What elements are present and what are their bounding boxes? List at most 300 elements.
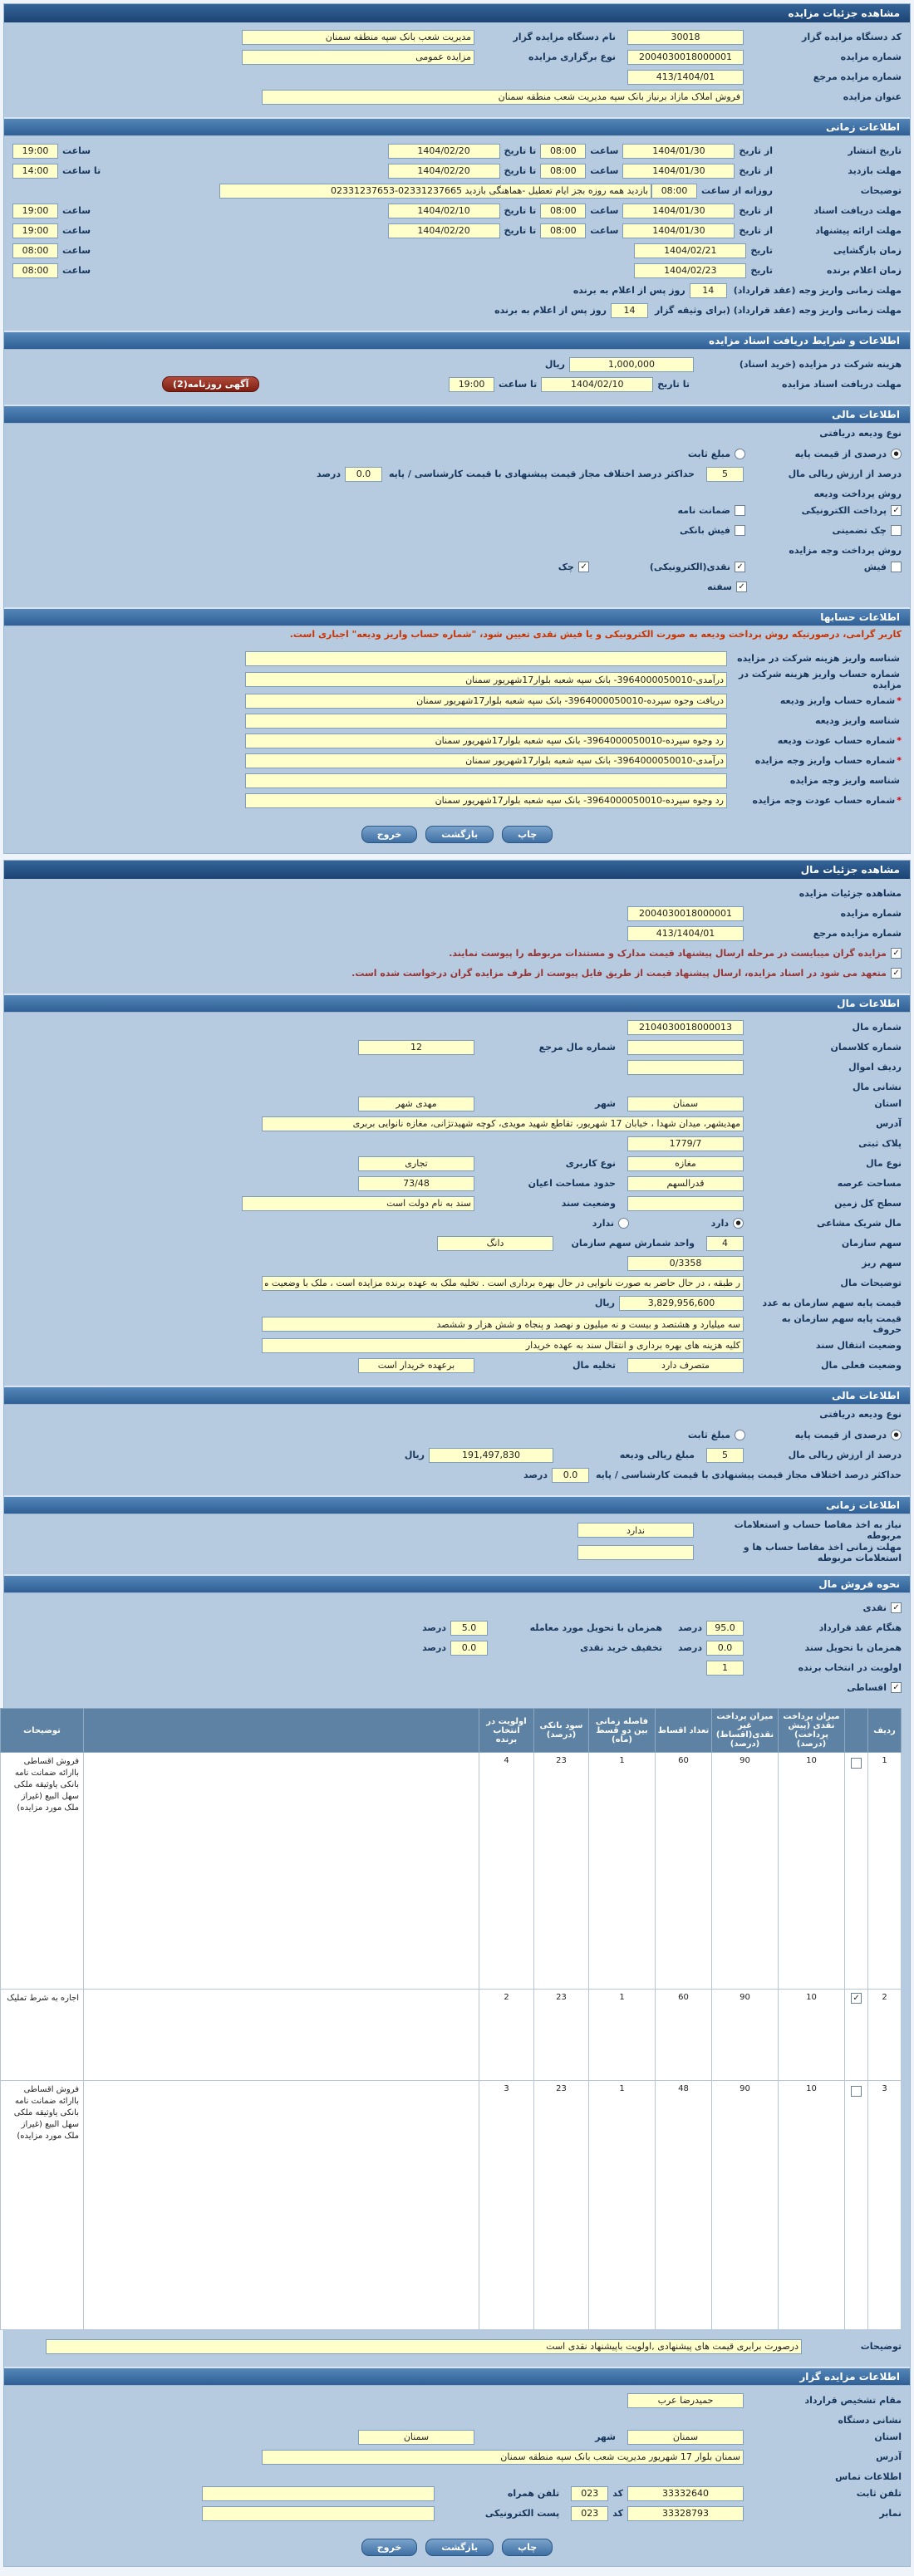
asset-row-number-label: ردیف اموال <box>848 1062 902 1072</box>
deposit-type-options <box>12 444 902 464</box>
asset-deposit-type-subheader: نوع ودیعه دریافتی <box>819 1409 902 1420</box>
installment-count-cell: 60 <box>656 1753 712 1990</box>
sale-note-label: توضیحات <box>860 2341 902 2352</box>
installment-row <box>1 1753 902 1990</box>
auction-ref-label: شماره مزایده مرجع <box>813 71 902 82</box>
agency-province-row <box>12 2427 902 2446</box>
cash-payment-cell: 10 <box>779 1990 845 2081</box>
certified-check-checkbox[interactable] <box>891 525 902 536</box>
pay-method-row-1 <box>12 557 902 577</box>
guarantee-letter-checkbox[interactable] <box>735 505 745 516</box>
clearance-deadline-field[interactable] <box>577 1545 694 1560</box>
fraction-share-row <box>12 1254 902 1273</box>
asset-info-section-header: اطلاعات مال <box>4 994 910 1013</box>
agency-address-row <box>12 2447 902 2466</box>
docs-deadline-label: مهلت دریافت اسناد <box>813 205 902 216</box>
land-area-label: مساحت عرصه <box>837 1178 902 1189</box>
asset-address-row <box>12 1114 902 1133</box>
deposit-return-account-label: *شماره حساب عودت ودیعه <box>777 735 902 746</box>
plate-number-label: پلاک ثبتی <box>858 1138 902 1149</box>
bank-slip-label: فیش بانکی <box>680 525 730 536</box>
accounts-section <box>4 644 910 817</box>
exit-button[interactable]: خروج <box>361 826 418 843</box>
installment-sale-label: اقساطی <box>847 1682 887 1693</box>
description-cell: اجاره به شرط تملیک <box>1 1990 84 2081</box>
winner-date-field[interactable] <box>634 263 746 278</box>
asset-city-field[interactable] <box>358 1097 474 1111</box>
evacuation-field[interactable] <box>358 1358 474 1373</box>
fax-row: نمابر 33328793 کد 023 پست الکترونیکی <box>12 2504 902 2523</box>
offer-from-date-field[interactable] <box>622 223 735 238</box>
fee-deposit-id-field[interactable] <box>245 651 727 666</box>
contract-percent-field[interactable] <box>706 1621 744 1636</box>
payment-deadline-field[interactable] <box>690 283 727 298</box>
visit-note-label: توضیحات <box>860 185 902 196</box>
priority-header: اولویت در انتخاب برنده <box>479 1709 534 1753</box>
asset-auction-number-field[interactable] <box>627 906 744 921</box>
asset-auction-number-label: شماره مزایده <box>840 908 902 919</box>
deposit-account-field[interactable] <box>245 694 727 709</box>
winner-announce-row: زمان اعلام برنده تاریخ 1404/02/23 ساعت 08:00 <box>12 261 902 280</box>
deposit-type-fixed-label: مبلغ ثابت <box>687 449 730 459</box>
current-status-row <box>12 1356 902 1375</box>
docs-from-time-field[interactable] <box>540 204 586 218</box>
auction-number-label: شماره مزایده <box>840 52 902 62</box>
back-button[interactable]: بازگشت <box>425 826 494 843</box>
asset-auction-ref-field[interactable] <box>627 926 744 941</box>
installment-count-cell: 48 <box>656 2081 712 2330</box>
pay-method-subheader: روش پرداخت وجه مزایده <box>789 545 902 556</box>
max-diff-field[interactable] <box>345 467 382 482</box>
usage-type-label: نوع کاربری <box>565 1158 616 1169</box>
asset-number-field[interactable] <box>627 1020 744 1035</box>
participation-fee-row: هزینه شرکت در مزایده (خرید اسناد) 1,000,000 ریال <box>12 355 902 374</box>
docs-receive-to-time-field[interactable] <box>449 377 494 392</box>
auction-ref-row <box>12 67 902 86</box>
deposit-percent-field[interactable] <box>706 467 744 482</box>
docs-from-date-field[interactable] <box>622 204 735 218</box>
offer-from-time-field[interactable] <box>540 223 586 238</box>
mobile-field[interactable] <box>202 2486 435 2501</box>
deed-status-field[interactable] <box>242 1196 474 1211</box>
empty-cell <box>84 2081 479 2330</box>
docs-to-date-field[interactable] <box>388 204 500 218</box>
joint-owner-yes-label: دارد <box>710 1218 729 1229</box>
account-row <box>12 649 902 668</box>
promissory-note-label: سفته <box>707 581 732 592</box>
asset-finance-section-header: اطلاعات مالی <box>4 1386 910 1405</box>
asset-description-label: توضیحات مال <box>840 1278 902 1288</box>
opening-date-field[interactable] <box>634 243 746 258</box>
authority-field[interactable] <box>627 2393 744 2408</box>
row-number-cell: 2 <box>868 1990 902 2081</box>
asset-auction-number-row <box>12 904 902 923</box>
asset-info-section <box>4 1013 910 1382</box>
opening-time-field[interactable] <box>12 243 58 258</box>
installment-gap-cell: 1 <box>589 1753 656 1990</box>
visit-note-row: توضیحات روزانه از ساعت 08:00 بازدید همه روزه بجز ایام تعطیل -هماهنگی بازدید 02331237665-02331237653 <box>12 181 902 200</box>
payment-deadline-row: مهلت زمانی واریز وجه (عقد قرارداد) 14 روز پس از اعلام به برنده <box>12 281 902 300</box>
base-price-number-row: قیمت پایه سهم سازمان به عدد 3,829,956,600 ریال <box>12 1293 902 1313</box>
agency-name-field[interactable] <box>242 30 474 45</box>
attachment-note-checkbox-2[interactable]: ✓ <box>891 968 902 979</box>
base-price-number-label: قیمت پایه سهم سازمان به عدد <box>762 1298 902 1308</box>
cash-electronic-label: نقدی(الکترونیکی) <box>649 562 730 572</box>
deposit-id-label: شناسه واریز ودیعه <box>815 715 900 726</box>
cash-sale-checkbox[interactable]: ✓ <box>891 1602 902 1613</box>
promissory-note-checkbox[interactable]: ✓ <box>736 581 747 592</box>
auction-type-label: نوع برگزاری مزایده <box>528 52 616 62</box>
slip-checkbox[interactable] <box>891 562 902 572</box>
time-section-header: اطلاعات زمانی <box>4 117 910 136</box>
fax-label: نمابر <box>879 2508 902 2519</box>
back-button[interactable]: بازگشت <box>425 2539 494 2556</box>
visit-note-field[interactable] <box>219 184 651 199</box>
installment-gap-header: فاصله زمانی بین دو قسط (ماه) <box>589 1709 656 1753</box>
asset-time-section <box>4 1514 910 1571</box>
guarantee-letter-label: ضمانت نامه <box>677 505 730 516</box>
agency-code-field[interactable] <box>627 30 744 45</box>
clearance-need-field[interactable] <box>577 1523 694 1538</box>
fraction-share-field[interactable] <box>627 1256 744 1271</box>
select-header <box>845 1709 868 1753</box>
asset-auction-ref-row <box>12 924 902 943</box>
clearance-need-row <box>12 1519 902 1541</box>
description-cell: فروش اقساطی باارائه ضمانت نامه بانکی یاوثیقه ملکی سهل البیع (غیراز ملک مورد مزایده) <box>1 2081 84 2330</box>
deposit-type-percent-radio[interactable]: ● <box>891 449 902 459</box>
asset-max-diff-field[interactable] <box>552 1468 589 1483</box>
asset-details-panel <box>3 860 911 2567</box>
asset-deposit-type-percent-radio[interactable]: ● <box>891 1430 902 1440</box>
attachment-note-2: متعهد می شود در اسناد مزایده، ارسال پیشنهاد قیمت از طریق فایل پیوست از طرف مزایده گران درخواست شده است. <box>351 968 887 979</box>
joint-owner-label: مال شریک مشاعی <box>817 1218 902 1229</box>
installment-gap-cell: 1 <box>589 2081 656 2330</box>
authority-row <box>12 2391 902 2410</box>
winner-priority-row <box>12 1658 902 1677</box>
asset-deposit-type-options <box>12 1425 902 1445</box>
cash-electronic-checkbox[interactable]: ✓ <box>735 562 745 572</box>
auction-details-panel <box>3 3 911 854</box>
payment-deadline-guarantor-row: مهلت زمانی واریز وجه (عقد قرارداد) (برای وثیقه گزار 14 روز پس از اعلام به برنده <box>12 301 902 320</box>
asset-row-number-row <box>12 1057 902 1077</box>
winner-priority-field[interactable] <box>706 1661 744 1676</box>
installment-row <box>1 1990 902 2081</box>
base-price-words-row <box>12 1313 902 1335</box>
agency-city-label: شهر <box>595 2431 616 2442</box>
publish-label: تاریخ انتشار <box>848 145 902 156</box>
agency-address-label: آدرس <box>876 2451 902 2462</box>
print-button[interactable]: چاپ <box>502 826 553 843</box>
deed-delivery-percent-field[interactable] <box>706 1641 744 1656</box>
contact-subheader: اطلاعات تماس <box>835 2471 902 2482</box>
attachment-note-1: مزایده گران میبایست در مرحله ارسال پیشنهاد قیمت مدارک و مستندات مربوطه را پیوست نمایند. <box>449 948 887 959</box>
account-row <box>12 669 902 690</box>
pay-method-row-2 <box>12 577 902 596</box>
email-field[interactable] <box>202 2506 435 2521</box>
auction-title-field[interactable] <box>262 90 744 105</box>
asset-number-label: شماره مال <box>852 1022 902 1033</box>
deposit-percent-label: درصد از ارزش ریالی مال <box>788 469 902 479</box>
base-price-words-label: قیمت پایه سهم سازمان به حروف <box>781 1313 902 1335</box>
docs-receive-to-date-field[interactable] <box>541 377 653 392</box>
asset-page-title: مشاهده جزئیات مال <box>4 861 910 879</box>
fax-field[interactable] <box>627 2506 744 2521</box>
accounts-warning: کاربر گرامی، درصورتیکه روش پرداخت ودیعه به صورت الکترونیکی و یا فیش نقدی تعیین شود، "شماره حساب واریز ودیعه" اجباری است. <box>289 629 902 640</box>
asset-deposit-type-fixed-label: مبلغ ثابت <box>687 1430 730 1440</box>
cash-discount-label: تخفیف خرید نقدی <box>580 1642 663 1653</box>
asset-deposit-type-fixed-radio[interactable] <box>735 1430 745 1440</box>
org-share-row <box>12 1234 902 1253</box>
asset-type-label: نوع مال <box>866 1158 902 1169</box>
docs-receive-deadline-row: مهلت دریافت اسناد مزایده تا تاریخ 1404/02/10 تا ساعت 19:00 آگهی روزنامه(2) <box>12 375 902 394</box>
account-row <box>12 711 902 730</box>
asset-row-number-field[interactable] <box>627 1060 744 1075</box>
description-header: توضیحات <box>1 1709 84 1753</box>
fee-deposit-id-label: شناسه واریز هزینه شرکت در مزایده <box>737 653 900 664</box>
installment-row <box>1 2081 902 2330</box>
visit-from-time-field[interactable] <box>540 164 586 179</box>
check-checkbox[interactable]: ✓ <box>578 562 589 572</box>
auction-details-link[interactable]: مشاهده جزئیات مزایده <box>799 888 902 899</box>
clearance-need-label: نیاز به اخذ مفاصا حساب و استعلامات مربوطه <box>734 1519 902 1541</box>
joint-owner-yes-radio[interactable]: ● <box>733 1218 744 1229</box>
sale-note-row <box>12 2337 902 2356</box>
visit-from-date-field[interactable] <box>622 164 735 179</box>
priority-cell: 4 <box>479 1753 534 1990</box>
bank-interest-header: سود بانکی (درصد) <box>534 1709 589 1753</box>
usage-type-field[interactable] <box>358 1156 474 1171</box>
agency-address-field[interactable] <box>262 2450 744 2465</box>
electronic-payment-checkbox[interactable]: ✓ <box>891 505 902 516</box>
check-label: چک <box>558 562 574 572</box>
joint-owner-row <box>12 1214 902 1233</box>
docs-receive-deadline-label: مهلت دریافت اسناد مزایده <box>781 379 902 390</box>
agency-city-field[interactable] <box>358 2430 474 2445</box>
print-button[interactable]: چاپ <box>502 2539 553 2556</box>
electronic-payment-label: پرداخت الکترونیکی <box>801 505 887 516</box>
empty-cell <box>84 1990 479 2081</box>
deposit-type-percent-label: درصدی از قیمت پایه <box>794 449 887 459</box>
docs-section <box>4 350 910 401</box>
asset-auction-ref-label: شماره مزایده مرجع <box>813 928 902 939</box>
agency-code-row <box>12 27 902 47</box>
delivery-percent-field[interactable] <box>450 1621 488 1636</box>
noncash-payment-cell: 90 <box>712 1990 779 2081</box>
deed-transfer-row <box>12 1336 902 1355</box>
clearance-deadline-row <box>12 1542 902 1563</box>
offer-deadline-label: مهلت ارائه پیشنهاد <box>815 225 902 236</box>
deed-delivery-percent-label: همزمان با تحویل سند <box>804 1642 902 1653</box>
agency-province-field[interactable] <box>627 2430 744 2445</box>
deed-delivery-percent-row: همزمان با تحویل سند 0.0 درصد تخفیف خرید نقدی 0.0 درصد <box>12 1638 902 1657</box>
contract-percent-label: هنگام عقد قرارداد <box>818 1622 902 1633</box>
asset-finance-section <box>4 1420 910 1492</box>
asset-deposit-percent-field[interactable] <box>706 1448 744 1463</box>
visit-daily-time-field[interactable] <box>651 184 697 199</box>
row-number-header: ردیف <box>868 1709 902 1753</box>
winner-priority-label: اولویت در انتخاب برنده <box>798 1662 902 1673</box>
deposit-type-subheader: نوع ودیعه دریافتی <box>819 428 902 439</box>
land-area-row <box>12 1174 902 1193</box>
auction-type-field[interactable] <box>242 50 474 65</box>
priority-cell: 3 <box>479 2081 534 2330</box>
deposit-method-row-2 <box>12 521 902 540</box>
ref-asset-number-label: شماره مال مرجع <box>538 1042 616 1052</box>
deposit-amount-field[interactable] <box>429 1448 553 1463</box>
agency-province-label: استان <box>874 2431 902 2442</box>
publish-to-date-field[interactable] <box>388 144 500 159</box>
account-row <box>12 751 902 770</box>
exit-button[interactable]: خروج <box>361 2539 418 2556</box>
cash-sale-row <box>12 1598 902 1617</box>
row-number-cell: 3 <box>868 2081 902 2330</box>
auction-number-field[interactable] <box>627 50 744 65</box>
asset-description-field[interactable] <box>262 1276 744 1291</box>
deposit-amount-label: مبلغ ریالی ودیعه <box>619 1450 695 1460</box>
class-number-label: شماره کلاسمان <box>830 1042 902 1052</box>
fax-code-field[interactable] <box>571 2506 608 2521</box>
asset-deposit-percent-label: درصد از ارزش ریالی مال <box>788 1450 902 1460</box>
org-share-field[interactable] <box>706 1236 744 1251</box>
asset-type-row <box>12 1154 902 1173</box>
land-area-field[interactable] <box>627 1176 744 1191</box>
total-land-field[interactable] <box>627 1196 744 1211</box>
slip-label: فیش <box>863 562 887 572</box>
class-number-field[interactable] <box>627 1040 744 1055</box>
finance-section <box>4 439 910 604</box>
visit-to-date-field[interactable] <box>388 164 500 179</box>
phone-field[interactable] <box>627 2486 744 2501</box>
spacer-header <box>84 1709 479 1753</box>
description-cell: فروش اقساطی باارائه ضمانت نامه بانکی یاوثیقه ملکی سهل البیع (غیراز ملک مورد مزایده) <box>1 1753 84 1990</box>
sale-note-section <box>4 2332 910 2363</box>
mobile-label: تلفن همراه <box>507 2488 560 2499</box>
base-price-number-field[interactable] <box>619 1296 744 1311</box>
time-section <box>4 136 910 327</box>
attachment-note-row-2 <box>12 964 902 983</box>
publish-to-time-field[interactable] <box>12 144 58 159</box>
publish-from-date-field[interactable] <box>622 144 735 159</box>
publish-from-time-field[interactable] <box>540 144 586 159</box>
bank-slip-checkbox[interactable] <box>735 525 745 536</box>
attachment-note-checkbox-1[interactable]: ✓ <box>891 948 902 959</box>
building-area-label: حدود مساحت اعیان <box>528 1178 616 1189</box>
current-status-field[interactable] <box>627 1358 744 1373</box>
auction-pay-account-label: *شماره حساب واریز وجه مزایده <box>754 755 902 766</box>
asset-header-section <box>4 879 910 990</box>
auction-pay-id-field[interactable] <box>245 773 727 788</box>
asset-address-subheader: نشانی مال <box>852 1082 902 1092</box>
row-select-checkbox[interactable]: ✓ <box>851 1993 862 2004</box>
joint-owner-no-radio[interactable] <box>618 1218 629 1229</box>
asset-address-field[interactable] <box>262 1116 744 1131</box>
phone-row: تلفن ثابت 33332640 کد 023 تلفن همراه <box>12 2484 902 2503</box>
deposit-method-subheader: روش پرداخت ودیعه <box>813 488 902 499</box>
building-area-field[interactable] <box>358 1176 474 1191</box>
offer-to-time-field[interactable] <box>12 223 58 238</box>
auction-title-label: عنوان مزایده <box>843 91 902 102</box>
max-diff-label: حداکثر درصد اختلاف مجاز قیمت پیشنهادی با قیمت کارشناسی / پایه <box>389 469 695 479</box>
deposit-id-field[interactable] <box>245 714 727 729</box>
installment-count-header: تعداد اقساط <box>656 1709 712 1753</box>
delivery-percent-label: همزمان با تحویل مورد معامله <box>529 1622 663 1633</box>
publish-date-row: تاریخ انتشار از تاریخ 1404/01/30 ساعت 08:00 تا تاریخ 1404/02/20 ساعت 19:00 <box>12 141 902 160</box>
share-unit-field[interactable] <box>437 1236 553 1251</box>
deposit-method-row-1 <box>12 501 902 520</box>
ref-asset-number-field[interactable] <box>358 1040 474 1055</box>
auction-pay-return-account-field[interactable] <box>245 793 727 808</box>
visit-label: مهلت بازدید <box>848 165 902 176</box>
row-select-checkbox[interactable] <box>851 2086 862 2097</box>
bank-interest-cell: 23 <box>534 1753 589 1990</box>
participation-fee-field[interactable] <box>569 357 694 372</box>
offer-to-date-field[interactable] <box>388 223 500 238</box>
payment-deadline-guarantor-field[interactable] <box>611 303 648 318</box>
installment-table-header-row <box>1 1709 902 1753</box>
phone-code-field[interactable] <box>571 2486 608 2501</box>
account-row <box>12 791 902 810</box>
contract-percent-row: هنگام عقد قرارداد 95.0 درصد همزمان با تحویل مورد معامله 5.0 درصد <box>12 1618 902 1637</box>
bank-interest-cell: 23 <box>534 2081 589 2330</box>
installment-count-cell: 60 <box>656 1990 712 2081</box>
email-label: پست الکترونیکی <box>484 2508 560 2519</box>
base-price-words-field[interactable] <box>262 1317 744 1332</box>
auction-pay-account-field[interactable] <box>245 753 727 768</box>
agency-address-subheader: نشانی دستگاه <box>838 2415 902 2426</box>
participation-fee-label: هزینه شرکت در مزایده (خرید اسناد) <box>739 359 902 370</box>
docs-to-time-field[interactable] <box>12 204 58 218</box>
visit-to-time-field[interactable] <box>12 164 58 179</box>
deed-status-label: وضعیت سند <box>561 1198 616 1209</box>
deposit-percent-row: درصد از ارزش ریالی مال 5 حداکثر درصد اختلاف مجاز قیمت پیشنهادی با قیمت کارشناسی / پایه 0.0 درصد <box>12 464 902 483</box>
asset-province-field[interactable] <box>627 1097 744 1111</box>
winner-time-field[interactable] <box>12 263 58 278</box>
account-row <box>12 691 902 710</box>
row-select-checkbox[interactable] <box>851 1758 862 1769</box>
deed-transfer-field[interactable] <box>262 1338 744 1353</box>
installment-sale-checkbox[interactable]: ✓ <box>891 1682 902 1693</box>
asset-type-field[interactable] <box>627 1156 744 1171</box>
asset-deposit-percent-row: درصد از ارزش ریالی مال 5 مبلغ ریالی ودیعه 191,497,830 ریال <box>12 1445 902 1465</box>
auction-pay-return-account-label: *شماره حساب عودت وجه مزایده <box>752 795 902 806</box>
row-number-cell: 1 <box>868 1753 902 1990</box>
bank-interest-cell: 23 <box>534 1990 589 2081</box>
cash-payment-cell: 10 <box>779 1753 845 1990</box>
plate-number-field[interactable] <box>627 1136 744 1151</box>
authority-label: مقام تشخیص قرارداد <box>804 2395 902 2406</box>
asset-max-diff-row: حداکثر درصد اختلاف مجاز قیمت پیشنهادی با قیمت کارشناسی / پایه 0.0 درصد <box>12 1465 902 1484</box>
noncash-payment-cell: 90 <box>712 2081 779 2330</box>
deposit-return-account-field[interactable] <box>245 734 727 748</box>
asset-deposit-type-percent-label: درصدی از قیمت پایه <box>794 1430 887 1440</box>
agency-code-label: کد دستگاه مزایده گزار <box>802 32 902 42</box>
asset-buttons-row <box>4 2530 910 2566</box>
docs-deadline-row: مهلت دریافت اسناد از تاریخ 1404/01/30 ساعت 08:00 تا تاریخ 1404/02/10 ساعت 19:00 <box>12 201 902 220</box>
asset-time-section-header: اطلاعات زمانی <box>4 1495 910 1514</box>
cash-payment-cell: 10 <box>779 2081 845 2330</box>
cash-discount-field[interactable] <box>450 1641 488 1656</box>
newspaper-ads-button[interactable]: آگهی روزنامه(2) <box>162 376 259 392</box>
empty-cell <box>84 1753 479 1990</box>
fee-account-field[interactable] <box>245 672 727 687</box>
asset-address-label: آدرس <box>876 1118 902 1129</box>
asset-province-label: استان <box>874 1098 902 1109</box>
deposit-type-fixed-radio[interactable] <box>735 449 745 459</box>
sale-note-field[interactable] <box>46 2339 802 2354</box>
auction-ref-field[interactable] <box>627 70 744 85</box>
joint-owner-no-label: ندارد <box>592 1218 614 1229</box>
auction-title-row <box>12 87 902 106</box>
